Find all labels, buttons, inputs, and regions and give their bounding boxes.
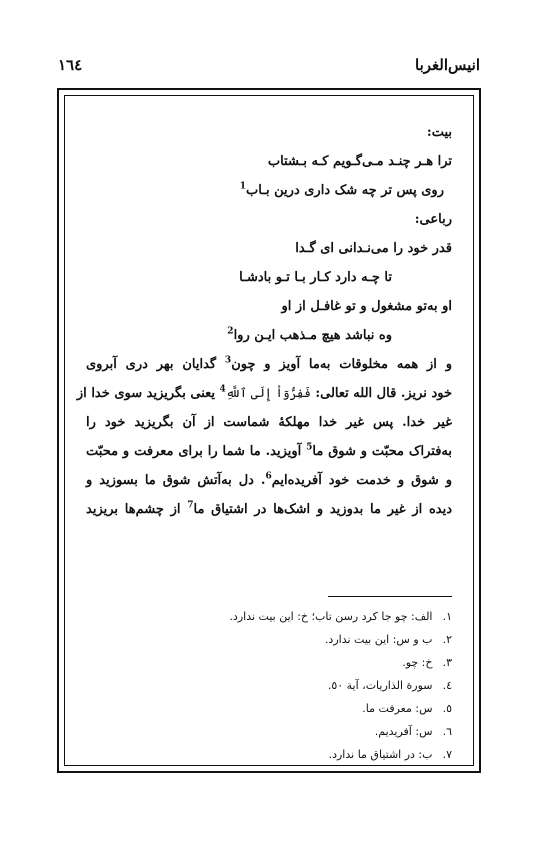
footnote-item — [92, 697, 452, 720]
footnote-text: س: آفریدیم. — [374, 725, 433, 738]
verse-text: او به‌تو مشغول و تو غافـل از او — [281, 299, 452, 314]
footnote-item — [92, 628, 452, 651]
prose-text: از چشم‌ها بریزید — [86, 502, 188, 517]
prose-text: گدایان بهر دری آبروی — [86, 357, 225, 372]
footnote-number: ١. — [442, 610, 452, 623]
footnote-text: خ: چو. — [402, 656, 433, 669]
prose-line-1 — [86, 350, 452, 379]
verse-text: وه نباشد هیچ مـذهب ایـن روا — [233, 328, 392, 343]
footnote-number: ٧. — [442, 748, 452, 761]
footnote-number: ٢. — [442, 633, 452, 646]
quran-quote: فَفِرُّوٓاْ إِلَى ٱللَّهِ — [225, 386, 311, 400]
footnotes — [92, 605, 452, 766]
rubai-verse-4 — [86, 321, 452, 350]
footnote-item — [92, 605, 452, 628]
prose-text: خود نریز. قال الله تعالی: — [310, 386, 452, 401]
footnote-number: ٣. — [442, 656, 452, 669]
footnote-ref: 7 — [187, 500, 194, 511]
bayt-verse-1 — [86, 147, 452, 176]
prose-line-4 — [86, 437, 452, 466]
footnote-text: ب و س: این بیت ندارد. — [324, 633, 433, 646]
footnote-text: ب: در اشتیاق ما ندارد. — [328, 748, 433, 761]
footnote-number: ٦. — [442, 725, 452, 738]
footnote-text: سورة الذاریات، آیة ٥٠. — [327, 679, 433, 692]
prose-text: آویزید. ما شما را برای معرفت و محبّت — [86, 444, 307, 459]
verse-text: تا چـه دارد کـار بـا تـو بادشـا — [239, 270, 392, 285]
rubai-verse-1 — [86, 234, 452, 263]
rubai-heading: رباعی: — [414, 212, 452, 227]
footnote-ref: 6 — [265, 471, 272, 482]
prose-text: یعنی بگریزید سوی خدا از — [76, 386, 220, 401]
footnote-ref: 2 — [227, 326, 234, 337]
prose-text: و شوق و خدمت خود آفریده‌ایم — [271, 473, 452, 488]
running-title: انیس‌الغربا — [415, 56, 480, 74]
footnote-ref: 1 — [239, 181, 246, 192]
verse-text: قدر خود را می‌نـدانی ای گـدا — [295, 241, 452, 256]
footnote-ref: 4 — [219, 384, 226, 395]
prose-line-2 — [76, 379, 452, 408]
prose-line-6 — [86, 495, 452, 524]
footnote-text: س: معرفت ما. — [362, 702, 433, 715]
footnote-ref: 3 — [224, 355, 232, 366]
footnote-ref: 5 — [306, 442, 313, 453]
bayt-verse-2 — [86, 176, 452, 205]
prose-text: و از همه مخلوقات به‌ما آویز و چون — [231, 357, 452, 372]
footnote-item — [92, 743, 452, 766]
prose-text: به‌فتراک محبّت و شوق ما — [312, 444, 452, 459]
page-body — [76, 118, 453, 524]
verse-text: روی پس تر چه شک داری درین بـاب — [246, 183, 444, 198]
prose-line-5 — [86, 466, 452, 495]
footnote-text: الف: چو جا کرد رسن تاب؛ خ: این بیت ندارد. — [229, 610, 433, 623]
bayt-heading: بیت: — [426, 125, 452, 140]
footnote-number: ٤. — [442, 679, 452, 692]
page-header — [58, 56, 480, 78]
prose-line-3 — [86, 408, 452, 437]
page-number: ١٦٤ — [58, 56, 83, 74]
verse-text: ترا هـر چنـد مـی‌گـویم کـه بـشتاب — [267, 154, 452, 169]
prose-text: . دل به‌آتش شوق ما بسوزید و — [86, 473, 266, 488]
footnote-item — [92, 720, 452, 743]
rubai-verse-3 — [86, 292, 452, 321]
prose-text: دیده از غیر ما بدوزید و اشک‌ها در اشتیاق ما — [193, 502, 453, 517]
footnote-item — [92, 651, 452, 674]
rubai-verse-2 — [86, 263, 452, 292]
prose-text: غیر خدا. پس غیر خدا مهلکهٔ شماست از آن بگریزید خود را — [86, 415, 452, 430]
footnote-number: ٥. — [442, 702, 452, 715]
footnote-item — [92, 674, 452, 697]
footnote-separator — [328, 596, 452, 597]
